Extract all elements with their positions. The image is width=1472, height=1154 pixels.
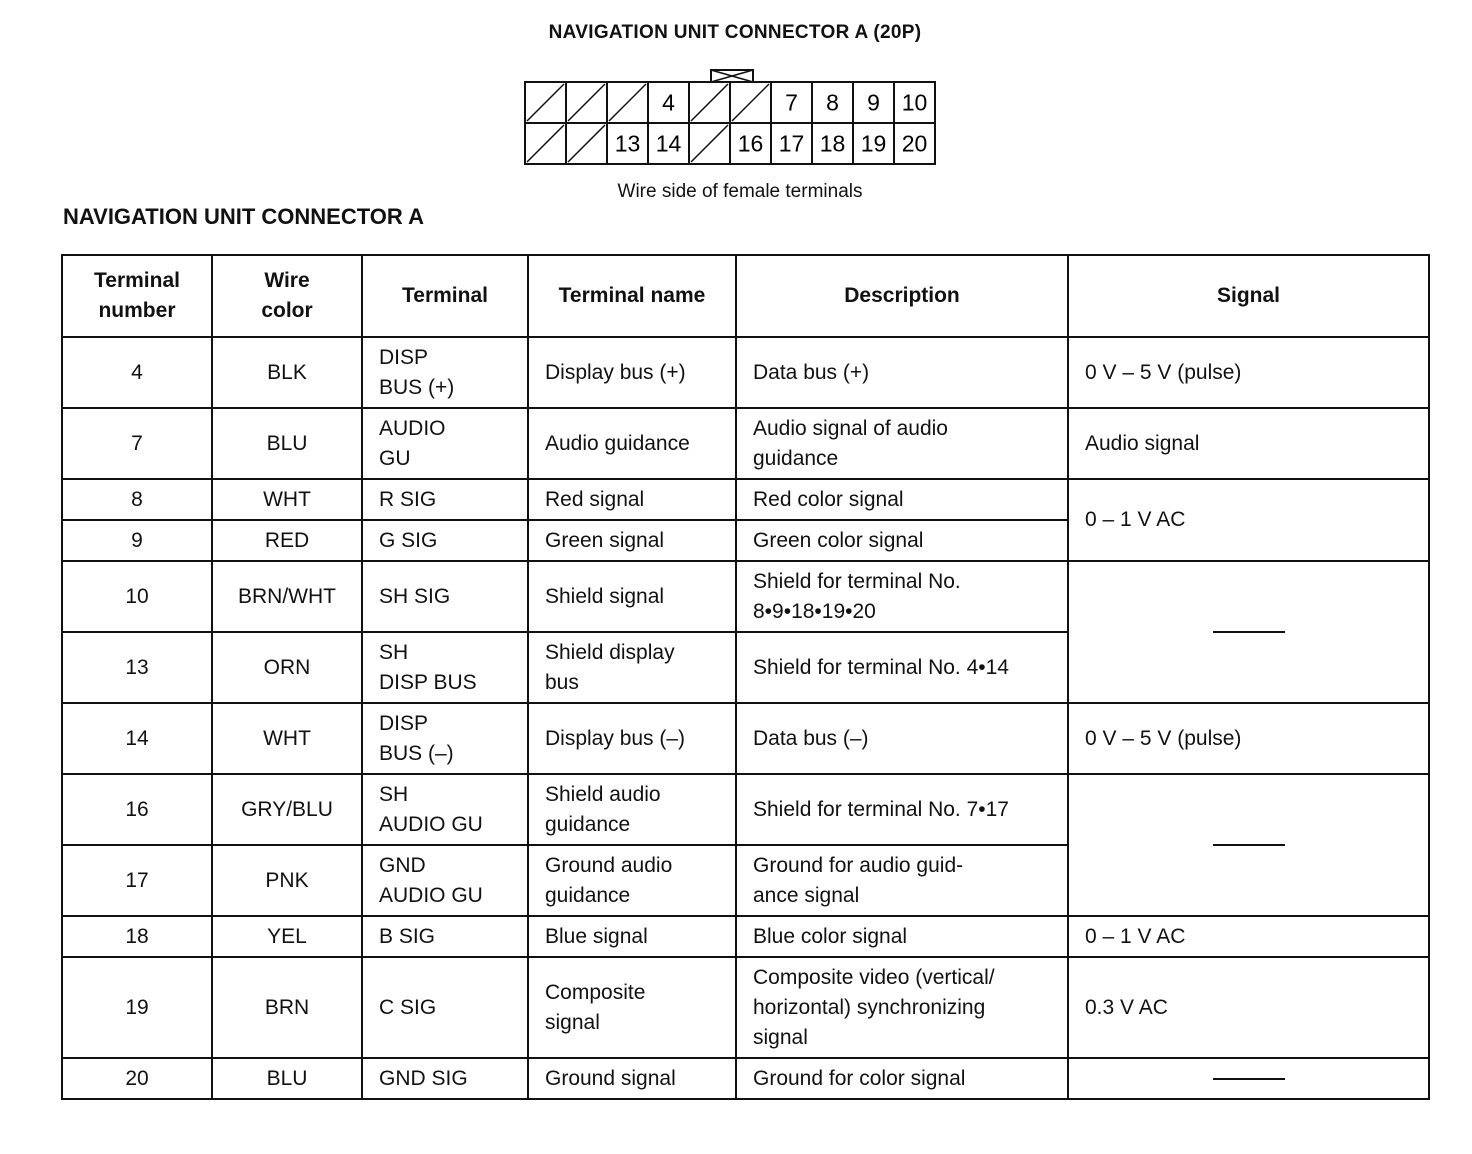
terminal-number: 9 — [62, 520, 212, 561]
terminal-description: Composite video (vertical/ horizontal) synchronizing signal — [736, 957, 1068, 1058]
terminal-name: Display bus (+) — [528, 337, 736, 408]
connector-pin-label: 9 — [867, 89, 880, 116]
terminal-number: 4 — [62, 337, 212, 408]
header-terminal-number: Terminal number — [62, 255, 212, 337]
terminal-name: Ground audio guidance — [528, 845, 736, 916]
connector-pin-label: 16 — [737, 130, 764, 157]
wire-color: YEL — [212, 916, 362, 957]
terminal-code: SH DISP BUS — [362, 632, 528, 703]
terminal-signal: 0 V – 5 V (pulse) — [1068, 337, 1429, 408]
table-row — [62, 479, 1429, 520]
terminal-name: Display bus (–) — [528, 703, 736, 774]
connector-pin-label: 8 — [826, 89, 839, 116]
terminal-table — [61, 254, 1430, 1100]
terminal-code: SH AUDIO GU — [362, 774, 528, 845]
terminal-description: Red color signal — [736, 479, 1068, 520]
wire-color: GRY/BLU — [212, 774, 362, 845]
dash-mark — [1213, 844, 1285, 846]
terminal-code: GND AUDIO GU — [362, 845, 528, 916]
terminal-name: Green signal — [528, 520, 736, 561]
wire-color: BLU — [212, 408, 362, 479]
section-title: NAVIGATION UNIT CONNECTOR A — [63, 204, 424, 229]
terminal-signal: 0 – 1 V AC — [1068, 916, 1429, 957]
terminal-number: 16 — [62, 774, 212, 845]
terminal-description: Shield for terminal No. 8•9•18•19•20 — [736, 561, 1068, 632]
wire-color: WHT — [212, 479, 362, 520]
terminal-description: Shield for terminal No. 4•14 — [736, 632, 1068, 703]
connector-pin-label: 14 — [655, 130, 682, 157]
terminal-code: GND SIG — [362, 1058, 528, 1099]
terminal-description: Blue color signal — [736, 916, 1068, 957]
wire-color: ORN — [212, 632, 362, 703]
header-terminal: Terminal — [362, 255, 528, 337]
table-row — [62, 1058, 1429, 1099]
terminal-description: Shield for terminal No. 7•17 — [736, 774, 1068, 845]
terminal-number: 8 — [62, 479, 212, 520]
header-description: Description — [736, 255, 1068, 337]
terminal-name: Shield display bus — [528, 632, 736, 703]
terminal-signal-none — [1068, 561, 1429, 703]
table-row — [62, 774, 1429, 845]
terminal-name: Composite signal — [528, 957, 736, 1058]
table-row — [62, 916, 1429, 957]
terminal-signal: 0 V – 5 V (pulse) — [1068, 703, 1429, 774]
terminal-number: 13 — [62, 632, 212, 703]
terminal-description: Data bus (+) — [736, 337, 1068, 408]
wire-color: WHT — [212, 703, 362, 774]
table-row — [62, 561, 1429, 632]
table-row — [62, 957, 1429, 1058]
terminal-description: Ground for audio guid- ance signal — [736, 845, 1068, 916]
table-row — [62, 337, 1429, 408]
terminal-code: C SIG — [362, 957, 528, 1058]
terminal-code: G SIG — [362, 520, 528, 561]
terminal-signal: Audio signal — [1068, 408, 1429, 479]
dash-mark — [1213, 631, 1285, 633]
page-title: NAVIGATION UNIT CONNECTOR A (20P) — [548, 22, 922, 43]
wire-color: RED — [212, 520, 362, 561]
terminal-code: DISP BUS (+) — [362, 337, 528, 408]
terminal-code: DISP BUS (–) — [362, 703, 528, 774]
wire-color: BRN/WHT — [212, 561, 362, 632]
terminal-name: Shield signal — [528, 561, 736, 632]
header-terminal-name: Terminal name — [528, 255, 736, 337]
terminal-signal-none — [1068, 774, 1429, 916]
terminal-signal: 0 – 1 V AC — [1068, 479, 1429, 561]
terminal-number: 18 — [62, 916, 212, 957]
terminal-description: Ground for color signal — [736, 1058, 1068, 1099]
connector-caption: Wire side of female terminals — [617, 181, 863, 202]
connector-pin-label: 17 — [778, 130, 805, 157]
terminal-number: 17 — [62, 845, 212, 916]
wire-color: BLK — [212, 337, 362, 408]
wire-color: BLU — [212, 1058, 362, 1099]
connector-pin-label: 19 — [860, 130, 887, 157]
wire-color: BRN — [212, 957, 362, 1058]
terminal-code: AUDIO GU — [362, 408, 528, 479]
terminal-name: Shield audio guidance — [528, 774, 736, 845]
terminal-description: Data bus (–) — [736, 703, 1068, 774]
terminal-number: 14 — [62, 703, 212, 774]
terminal-number: 19 — [62, 957, 212, 1058]
dash-mark — [1213, 1078, 1285, 1080]
header-wire-color: Wire color — [212, 255, 362, 337]
connector-pin-label: 4 — [662, 89, 675, 116]
terminal-signal-none — [1068, 1058, 1429, 1099]
connector-pin-label: 18 — [819, 130, 846, 157]
terminal-description: Green color signal — [736, 520, 1068, 561]
terminal-name: Red signal — [528, 479, 736, 520]
connector-pin-label: 7 — [785, 89, 798, 116]
table-row — [62, 703, 1429, 774]
terminal-description: Audio signal of audio guidance — [736, 408, 1068, 479]
terminal-number: 7 — [62, 408, 212, 479]
table-row — [62, 408, 1429, 479]
terminal-number: 10 — [62, 561, 212, 632]
terminal-name: Audio guidance — [528, 408, 736, 479]
terminal-name: Ground signal — [528, 1058, 736, 1099]
terminal-code: B SIG — [362, 916, 528, 957]
terminal-signal: 0.3 V AC — [1068, 957, 1429, 1058]
header-signal: Signal — [1068, 255, 1429, 337]
terminal-number: 20 — [62, 1058, 212, 1099]
connector-diagram — [520, 68, 940, 168]
terminal-name: Blue signal — [528, 916, 736, 957]
connector-pin-label: 20 — [901, 130, 928, 157]
wire-color: PNK — [212, 845, 362, 916]
terminal-code: R SIG — [362, 479, 528, 520]
terminal-code: SH SIG — [362, 561, 528, 632]
table-header-row — [62, 255, 1429, 337]
connector-pin-label: 10 — [901, 89, 928, 116]
connector-pin-label: 13 — [614, 130, 641, 157]
